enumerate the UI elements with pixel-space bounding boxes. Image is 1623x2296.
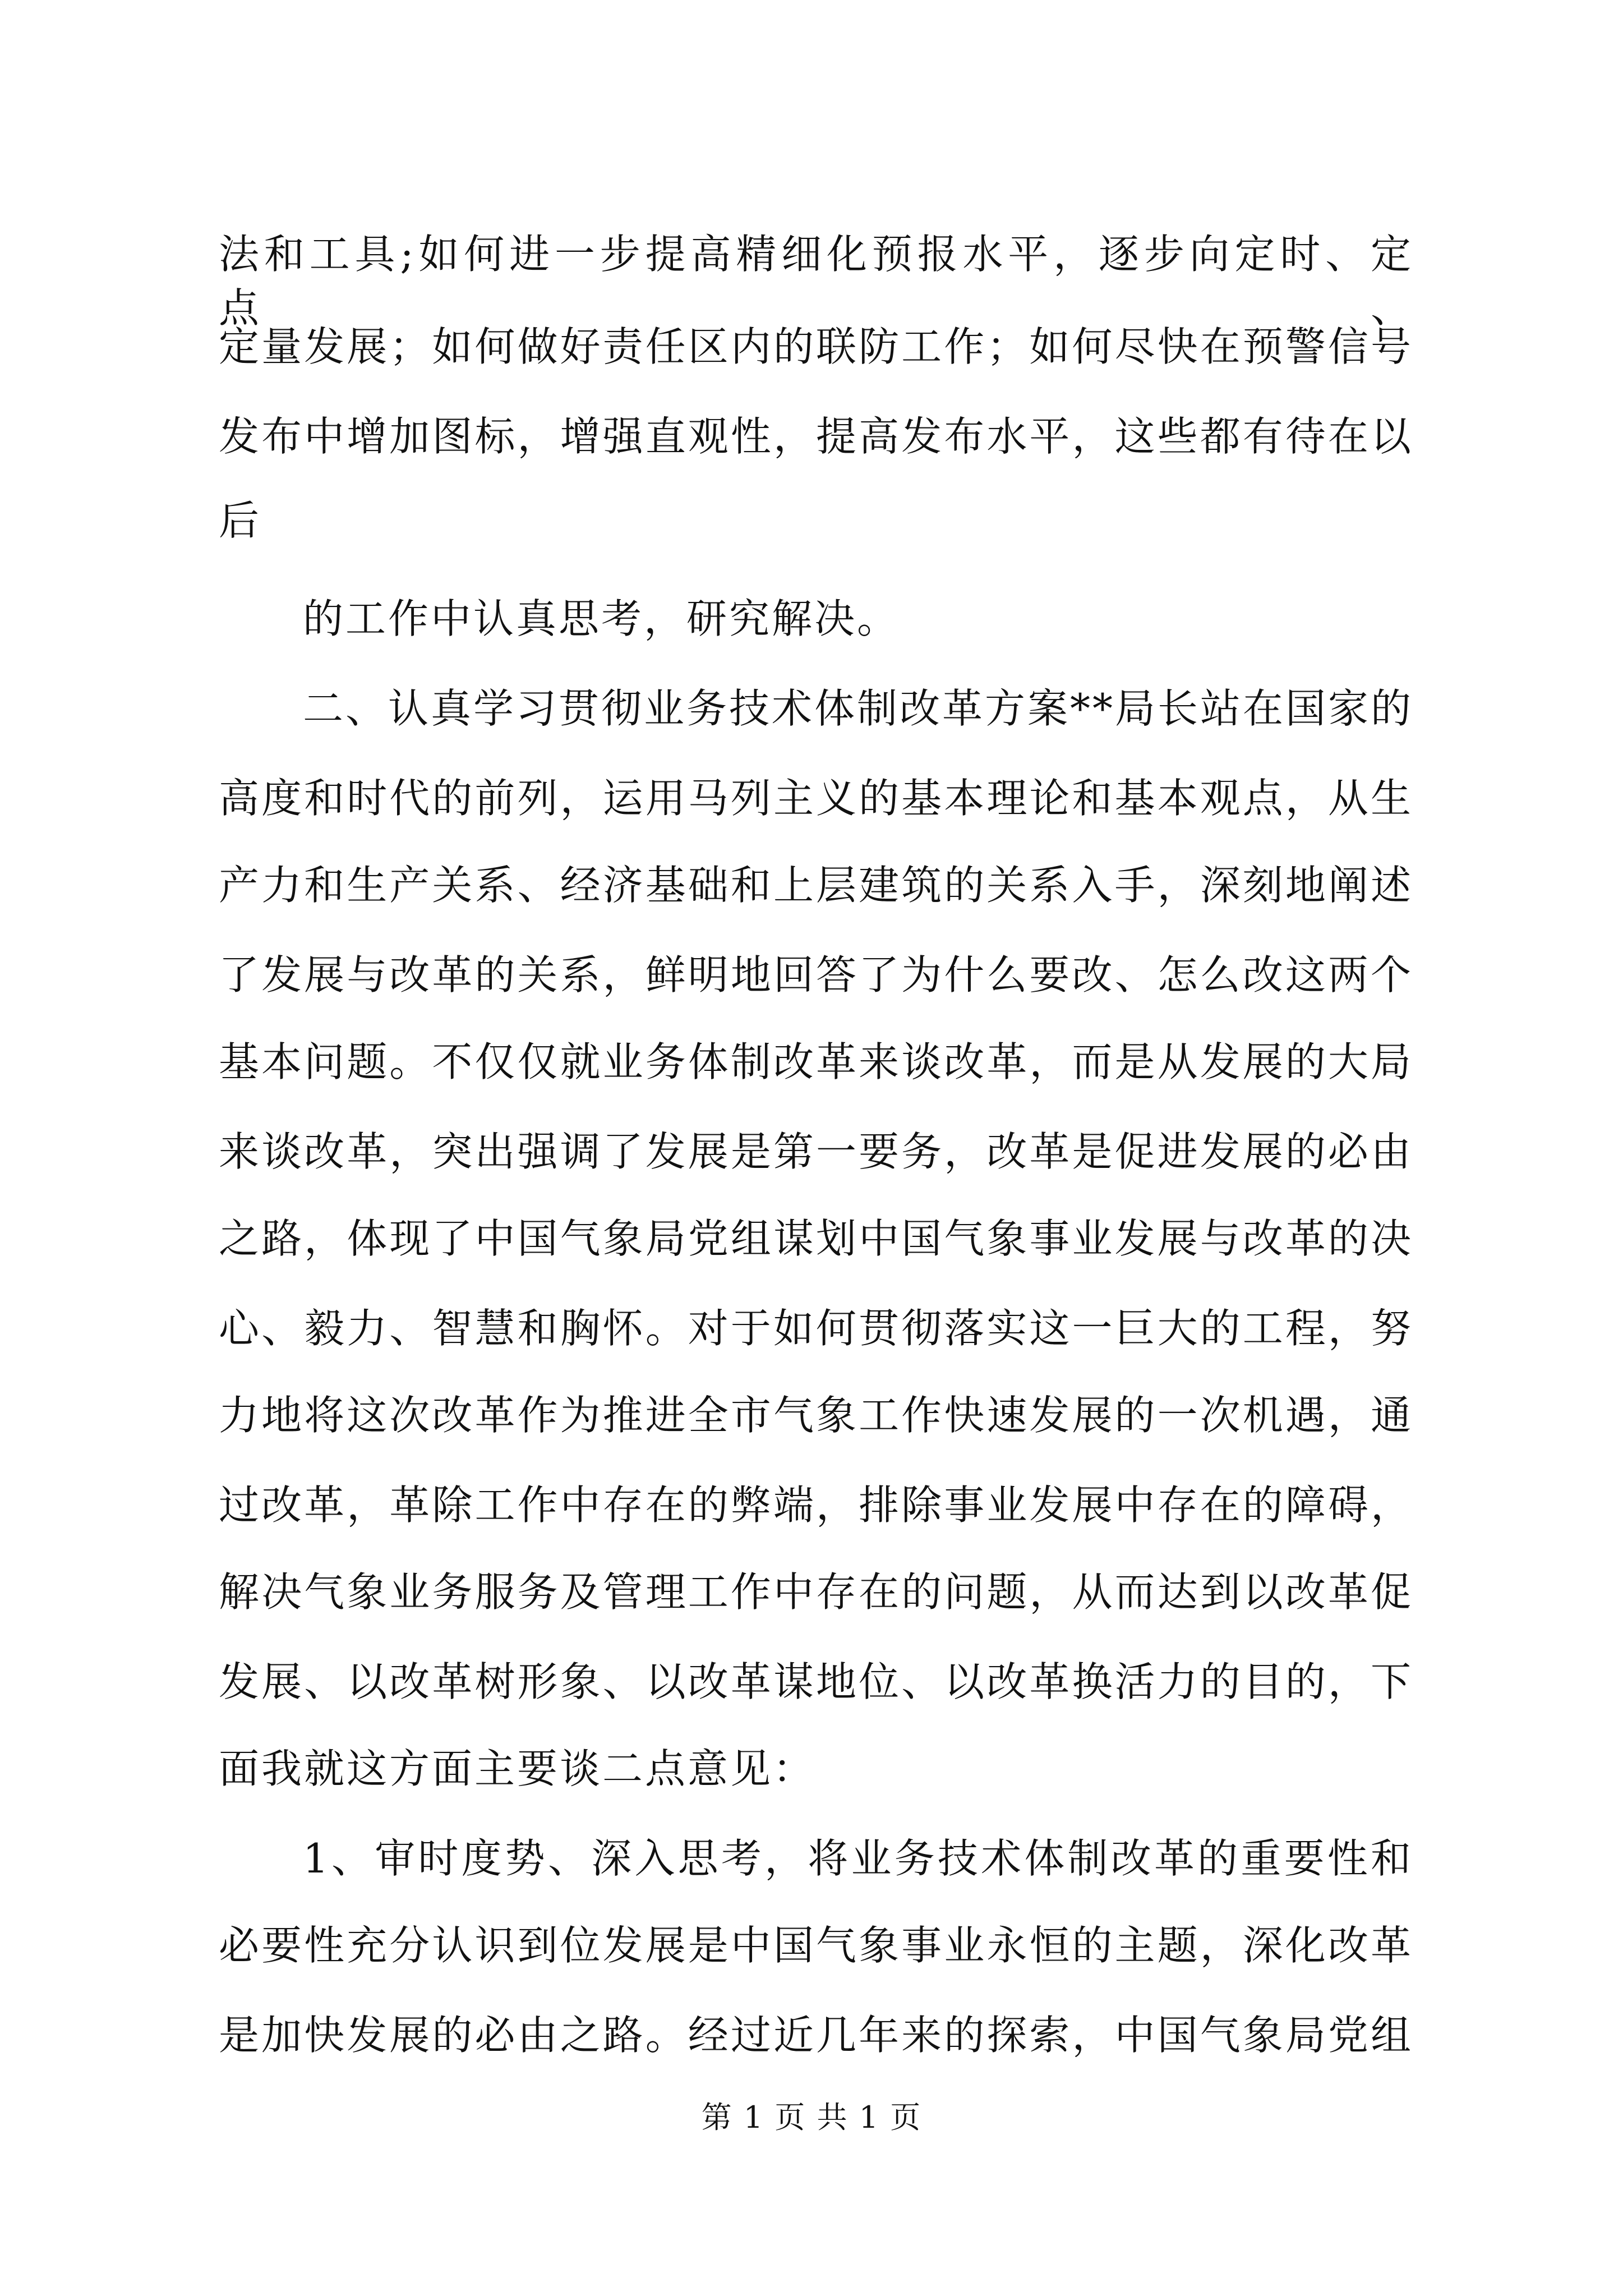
body-text-line: 心、毅力、智慧和胸怀。对于如何贯彻落实这一巨大的工程，努 [219,1305,1413,1352]
body-text-line: 的工作中认真思考，研究解决。 [303,595,900,642]
body-text-line: 发展、以改革树形象、以改革谋地位、以改革换活力的目的，下 [219,1658,1413,1705]
body-text-line: 发布中增加图标，增强直观性，提高发布水平，这些都有待在以 [219,413,1413,460]
body-text-line: 产力和生产关系、经济基础和上层建筑的关系入手，深刻地阐述 [219,862,1413,909]
body-text-line: 力地将这次改革作为推进全市气象工作快速发展的一次机遇，通 [219,1392,1413,1439]
body-text-line: 是加快发展的必由之路。经过近几年来的探索，中国气象局党组 [219,2012,1413,2059]
body-text-line: 后 [219,497,262,544]
body-text-line: 定量发展；如何做好责任区内的联防工作；如何尽快在预警信号 [219,323,1413,370]
body-text-line: 法和工具;如何进一步提高精细化预报水平，逐步向定时、定点、 [219,231,1413,332]
page-footer: 第 1 页 共 1 页 [701,2100,922,2135]
numbered-point-line: 1、审时度势、深入思考，将业务技术体制改革的重要性和 [303,1835,1413,1882]
body-text-line: 之路，体现了中国气象局党组谋划中国气象事业发展与改革的决 [219,1215,1413,1262]
body-text-line: 面我就这方面主要谈二点意见： [219,1745,816,1792]
body-text-line: 解决气象业务服务及管理工作中存在的问题，从而达到以改革促 [219,1568,1413,1616]
paragraph-heading-line: 二、认真学习贯彻业务技术体制改革方案**局长站在国家的 [303,685,1414,732]
body-text-line: 来谈改革，突出强调了发展是第一要务，改革是促进发展的必由 [219,1128,1413,1175]
body-text-line: 高度和时代的前列，运用马列主义的基本理论和基本观点，从生 [219,775,1413,822]
body-text-line: 了发展与改革的关系，鲜明地回答了为什么要改、怎么改这两个 [219,951,1413,999]
body-text-line: 基本问题。不仅仅就业务体制改革来谈改革，而是从发展的大局 [219,1038,1413,1085]
body-text-line: 必要性充分认识到位发展是中国气象事业永恒的主题，深化改革 [219,1922,1413,1969]
body-text-line: 过改革，革除工作中存在的弊端，排除事业发展中存在的障碍， [219,1481,1413,1529]
